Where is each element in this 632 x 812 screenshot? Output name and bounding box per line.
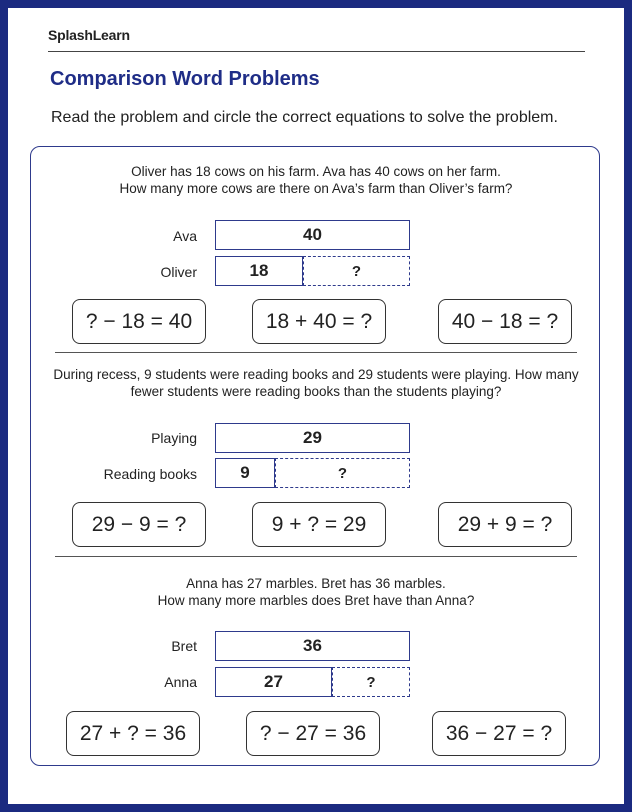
problem-3-bar2-label: Anna [164,674,197,690]
problem-3-bar1-label: Bret [171,638,197,654]
section-divider [55,556,577,557]
problem-2-bar2-known: 9 [215,458,275,488]
problem-2-bar1: 29 [215,423,410,453]
header-divider [48,51,585,52]
problem-1-bar2-known: 18 [215,256,303,286]
problem-1-option-2[interactable]: 18 + 40 = ? [252,299,386,344]
problem-1-bar2-label: Oliver [160,264,197,280]
problem-2-bar2-label: Reading books [103,466,197,482]
problem-2-text-line1: During recess, 9 students were reading books and 29 students were playing. How many [53,367,579,382]
problem-3-text-line2: How many more marbles does Bret have than Anna? [157,593,475,608]
problem-2-option-1[interactable]: 29 − 9 = ? [72,502,206,547]
section-divider [55,352,577,353]
problem-2-bar2-unknown: ? [275,458,410,488]
problem-1-bar2-unknown: ? [303,256,410,286]
problem-1-option-3[interactable]: 40 − 18 = ? [438,299,572,344]
instruction-text: Read the problem and circle the correct equations to solve the problem. [51,109,558,126]
problem-1-bar1: 40 [215,220,410,250]
problem-3-bar2-unknown: ? [332,667,410,697]
problem-3-option-2[interactable]: ? − 27 = 36 [246,711,380,756]
problem-3-bar2-known: 27 [215,667,332,697]
problem-3-option-3[interactable]: 36 − 27 = ? [432,711,566,756]
page-title: Comparison Word Problems [50,68,320,90]
problem-1-text-line1: Oliver has 18 cows on his farm. Ava has 40 cows on her farm. [131,164,501,179]
worksheet-page [8,8,624,804]
problem-2-text-line2: fewer students were reading books than the students playing? [130,384,502,399]
problem-1-text-line2: How many more cows are there on Ava’s farm than Oliver’s farm? [119,181,513,196]
problem-3-option-1[interactable]: 27 + ? = 36 [66,711,200,756]
problem-3-text-line1: Anna has 27 marbles. Bret has 36 marbles. [186,576,446,591]
problem-1-bar1-label: Ava [173,228,197,244]
problem-1-option-1[interactable]: ? − 18 = 40 [72,299,206,344]
brand-logo: SplashLearn [48,27,130,43]
problem-2-option-3[interactable]: 29 + 9 = ? [438,502,572,547]
problems-frame [30,146,600,766]
problem-3-bar1: 36 [215,631,410,661]
problem-2-option-2[interactable]: 9 + ? = 29 [252,502,386,547]
problem-2-bar1-label: Playing [151,430,197,446]
